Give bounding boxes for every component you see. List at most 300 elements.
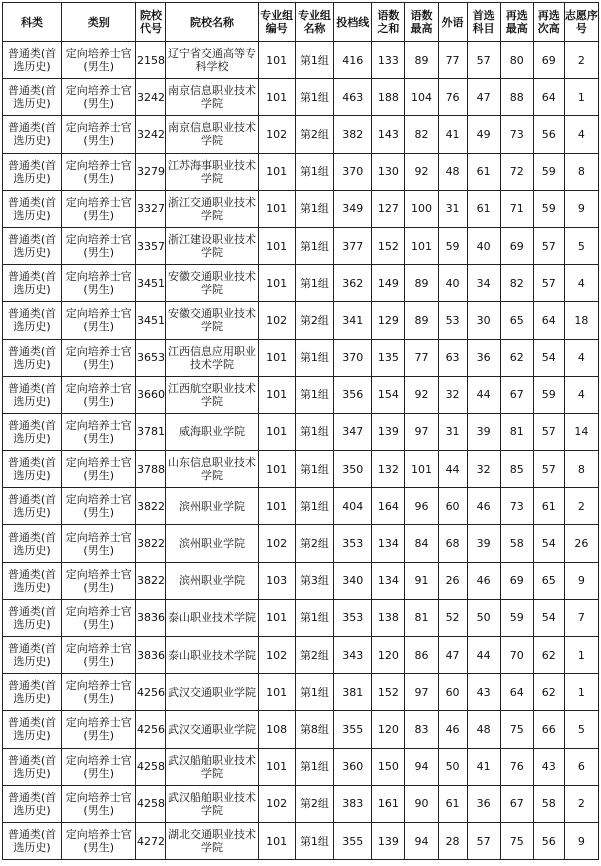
- table-cell: 133: [372, 42, 405, 79]
- table-cell: 普通类(首选历史): [3, 413, 62, 450]
- table-cell: 定向培养士官(男生): [61, 637, 136, 674]
- table-cell: 340: [334, 562, 372, 599]
- table-cell: 150: [372, 748, 405, 785]
- table-cell: 101: [258, 153, 295, 190]
- table-row: [3, 265, 599, 302]
- table-cell: 4258: [136, 748, 166, 785]
- table-cell: 89: [405, 42, 438, 79]
- table-cell: 第1组: [295, 822, 333, 859]
- table-body: [3, 42, 599, 860]
- table-row: [3, 748, 599, 785]
- table-cell: 101: [258, 822, 295, 859]
- table-cell: 普通类(首选历史): [3, 711, 62, 748]
- table-row: [3, 451, 599, 488]
- table-cell: 31: [438, 190, 467, 227]
- table-cell: 48: [438, 153, 467, 190]
- table-cell: 103: [258, 562, 295, 599]
- table-cell: 3279: [136, 153, 166, 190]
- table-cell: 88: [500, 79, 533, 116]
- table-cell: 6: [564, 748, 598, 785]
- table-cell: 41: [467, 748, 500, 785]
- table-cell: 26: [564, 525, 598, 562]
- table-cell: 102: [258, 116, 295, 153]
- table-cell: 353: [334, 599, 372, 636]
- table-cell: 59: [438, 227, 467, 264]
- table-cell: 102: [258, 785, 295, 822]
- table-cell: 5: [564, 711, 598, 748]
- table-cell: 61: [438, 785, 467, 822]
- table-cell: 66: [533, 711, 564, 748]
- table-cell: 77: [438, 42, 467, 79]
- table-cell: 152: [372, 674, 405, 711]
- table-cell: 56: [533, 822, 564, 859]
- table-cell: 3327: [136, 190, 166, 227]
- header-cell: 类别: [61, 3, 136, 42]
- table-cell: 3451: [136, 265, 166, 302]
- table-cell: 3653: [136, 339, 166, 376]
- table-cell: 普通类(首选历史): [3, 79, 62, 116]
- table-cell: 50: [438, 748, 467, 785]
- table-row: [3, 785, 599, 822]
- table-cell: 70: [500, 637, 533, 674]
- table-cell: 1: [564, 79, 598, 116]
- table-cell: 4: [564, 376, 598, 413]
- table-cell: 101: [258, 265, 295, 302]
- table-cell: 第1组: [295, 227, 333, 264]
- table-cell: 62: [533, 637, 564, 674]
- table-row: [3, 674, 599, 711]
- table-cell: 381: [334, 674, 372, 711]
- table-cell: 40: [438, 265, 467, 302]
- table-cell: 第1组: [295, 376, 333, 413]
- table-cell: 4: [564, 339, 598, 376]
- table-cell: 普通类(首选历史): [3, 451, 62, 488]
- table-cell: 2: [564, 785, 598, 822]
- table-cell: 安徽交通职业技术学院: [166, 302, 258, 339]
- table-cell: 91: [405, 562, 438, 599]
- table-cell: 92: [405, 153, 438, 190]
- table-row: [3, 599, 599, 636]
- table-cell: 65: [533, 562, 564, 599]
- table-cell: 武汉船舶职业技术学院: [166, 748, 258, 785]
- table-cell: 4256: [136, 674, 166, 711]
- table-cell: 第2组: [295, 785, 333, 822]
- table-cell: 普通类(首选历史): [3, 339, 62, 376]
- table-cell: 75: [500, 711, 533, 748]
- table-cell: 43: [533, 748, 564, 785]
- table-cell: 341: [334, 302, 372, 339]
- table-cell: 26: [438, 562, 467, 599]
- table-cell: 77: [405, 339, 438, 376]
- table-cell: 76: [500, 748, 533, 785]
- table-row: [3, 376, 599, 413]
- table-cell: 44: [438, 451, 467, 488]
- table-cell: 104: [405, 79, 438, 116]
- table-cell: 普通类(首选历史): [3, 822, 62, 859]
- table-cell: 101: [405, 227, 438, 264]
- table-cell: 59: [533, 153, 564, 190]
- table-cell: 154: [372, 376, 405, 413]
- table-cell: 滨州职业学院: [166, 562, 258, 599]
- table-cell: 湖北交通职业技术学院: [166, 822, 258, 859]
- table-cell: 定向培养士官(男生): [61, 599, 136, 636]
- table-cell: 101: [258, 190, 295, 227]
- table-cell: 44: [467, 376, 500, 413]
- table-cell: 59: [533, 376, 564, 413]
- table-cell: 定向培养士官(男生): [61, 525, 136, 562]
- table-cell: 62: [500, 339, 533, 376]
- table-cell: 49: [467, 116, 500, 153]
- table-cell: 102: [258, 302, 295, 339]
- table-row: [3, 79, 599, 116]
- table-cell: 第1组: [295, 339, 333, 376]
- table-cell: 3451: [136, 302, 166, 339]
- table-cell: 定向培养士官(男生): [61, 376, 136, 413]
- table-cell: 40: [467, 227, 500, 264]
- table-cell: 61: [467, 153, 500, 190]
- table-cell: 2: [564, 42, 598, 79]
- table-row: [3, 190, 599, 227]
- header-cell: 志愿序号: [564, 3, 598, 42]
- table-cell: 76: [438, 79, 467, 116]
- table-cell: 101: [258, 227, 295, 264]
- table-cell: 山东信息职业技术学院: [166, 451, 258, 488]
- table-cell: 149: [372, 265, 405, 302]
- table-cell: 101: [258, 42, 295, 79]
- table-cell: 第8组: [295, 711, 333, 748]
- table-cell: 47: [467, 79, 500, 116]
- table-cell: 泰山职业技术学院: [166, 599, 258, 636]
- table-row: [3, 822, 599, 859]
- table-cell: 81: [405, 599, 438, 636]
- table-cell: 134: [372, 525, 405, 562]
- table-cell: 97: [405, 674, 438, 711]
- table-cell: 100: [405, 190, 438, 227]
- table-row: [3, 562, 599, 599]
- table-cell: 89: [405, 265, 438, 302]
- table-cell: 44: [467, 637, 500, 674]
- table-cell: 2158: [136, 42, 166, 79]
- table-cell: 普通类(首选历史): [3, 674, 62, 711]
- table-cell: 47: [438, 637, 467, 674]
- table-cell: 39: [467, 525, 500, 562]
- table-cell: 349: [334, 190, 372, 227]
- table-cell: 101: [258, 451, 295, 488]
- table-cell: 威海职业学院: [166, 413, 258, 450]
- table-cell: 第2组: [295, 116, 333, 153]
- table-cell: 377: [334, 227, 372, 264]
- table-cell: 30: [467, 302, 500, 339]
- table-cell: 46: [467, 488, 500, 525]
- table-cell: 1: [564, 674, 598, 711]
- table-cell: 60: [438, 674, 467, 711]
- table-cell: 80: [500, 42, 533, 79]
- table-cell: 32: [467, 451, 500, 488]
- table-row: [3, 227, 599, 264]
- table-cell: 71: [500, 190, 533, 227]
- table-cell: 3822: [136, 562, 166, 599]
- table-cell: 101: [258, 674, 295, 711]
- table-cell: 383: [334, 785, 372, 822]
- table-cell: 43: [467, 674, 500, 711]
- table-cell: 普通类(首选历史): [3, 376, 62, 413]
- table-cell: 定向培养士官(男生): [61, 79, 136, 116]
- table-cell: 63: [438, 339, 467, 376]
- table-cell: 54: [533, 339, 564, 376]
- table-cell: 定向培养士官(男生): [61, 413, 136, 450]
- table-cell: 84: [405, 525, 438, 562]
- table-cell: 滨州职业学院: [166, 525, 258, 562]
- header-cell: 院校代号: [136, 3, 166, 42]
- table-cell: 97: [405, 413, 438, 450]
- header-cell: 再选次高: [533, 3, 564, 42]
- table-cell: 第2组: [295, 525, 333, 562]
- table-cell: 69: [533, 42, 564, 79]
- table-cell: 第1组: [295, 748, 333, 785]
- table-cell: 81: [500, 413, 533, 450]
- table-cell: 65: [500, 302, 533, 339]
- header-row: [3, 3, 599, 42]
- table-cell: 定向培养士官(男生): [61, 302, 136, 339]
- table-cell: 3822: [136, 488, 166, 525]
- table-cell: 86: [405, 637, 438, 674]
- table-cell: 69: [500, 227, 533, 264]
- table-cell: 41: [438, 116, 467, 153]
- table-cell: 57: [533, 413, 564, 450]
- table-cell: 57: [533, 265, 564, 302]
- table-cell: 江西航空职业技术学院: [166, 376, 258, 413]
- table-cell: 武汉交通职业学院: [166, 711, 258, 748]
- table-cell: 90: [405, 785, 438, 822]
- table-cell: 普通类(首选历史): [3, 525, 62, 562]
- table-cell: 普通类(首选历史): [3, 562, 62, 599]
- table-cell: 46: [438, 711, 467, 748]
- table-cell: 60: [438, 488, 467, 525]
- table-row: [3, 153, 599, 190]
- admission-table: [2, 2, 599, 860]
- table-cell: 7: [564, 599, 598, 636]
- table-cell: 普通类(首选历史): [3, 488, 62, 525]
- table-cell: 138: [372, 599, 405, 636]
- table-cell: 101: [258, 79, 295, 116]
- table-cell: 8: [564, 153, 598, 190]
- table-cell: 第1组: [295, 42, 333, 79]
- table-cell: 普通类(首选历史): [3, 785, 62, 822]
- table-cell: 普通类(首选历史): [3, 637, 62, 674]
- table-cell: 127: [372, 190, 405, 227]
- table-cell: 江苏海事职业技术学院: [166, 153, 258, 190]
- table-cell: 353: [334, 525, 372, 562]
- table-row: [3, 711, 599, 748]
- table-cell: 第2组: [295, 302, 333, 339]
- table-cell: 3357: [136, 227, 166, 264]
- table-cell: 73: [500, 488, 533, 525]
- table-cell: 101: [258, 748, 295, 785]
- table-cell: 370: [334, 153, 372, 190]
- table-cell: 定向培养士官(男生): [61, 227, 136, 264]
- table-cell: 4272: [136, 822, 166, 859]
- table-cell: 36: [467, 339, 500, 376]
- table-cell: 356: [334, 376, 372, 413]
- table-cell: 定向培养士官(男生): [61, 42, 136, 79]
- table-cell: 54: [533, 599, 564, 636]
- table-cell: 120: [372, 637, 405, 674]
- table-cell: 161: [372, 785, 405, 822]
- header-cell: 再选最高: [500, 3, 533, 42]
- table-cell: 58: [533, 785, 564, 822]
- table-cell: 360: [334, 748, 372, 785]
- table-cell: 134: [372, 562, 405, 599]
- table-cell: 67: [500, 376, 533, 413]
- table-cell: 101: [258, 599, 295, 636]
- table-cell: 定向培养士官(男生): [61, 153, 136, 190]
- table-cell: 92: [405, 376, 438, 413]
- table-cell: 安徽交通职业技术学院: [166, 265, 258, 302]
- table-cell: 129: [372, 302, 405, 339]
- table-cell: 61: [467, 190, 500, 227]
- table-cell: 9: [564, 190, 598, 227]
- table-cell: 第1组: [295, 488, 333, 525]
- table-cell: 96: [405, 488, 438, 525]
- table-cell: 64: [533, 79, 564, 116]
- table-cell: 定向培养士官(男生): [61, 488, 136, 525]
- table-cell: 69: [500, 562, 533, 599]
- table-cell: 泰山职业技术学院: [166, 637, 258, 674]
- table-cell: 普通类(首选历史): [3, 153, 62, 190]
- table-cell: 370: [334, 339, 372, 376]
- table-cell: 5: [564, 227, 598, 264]
- table-cell: 120: [372, 711, 405, 748]
- table-cell: 83: [405, 711, 438, 748]
- table-cell: 57: [533, 451, 564, 488]
- table-cell: 定向培养士官(男生): [61, 785, 136, 822]
- table-cell: 39: [467, 413, 500, 450]
- table-cell: 53: [438, 302, 467, 339]
- table-cell: 定向培养士官(男生): [61, 711, 136, 748]
- table-cell: 1: [564, 637, 598, 674]
- table-cell: 108: [258, 711, 295, 748]
- table-cell: 164: [372, 488, 405, 525]
- table-cell: 第2组: [295, 637, 333, 674]
- table-cell: 定向培养士官(男生): [61, 116, 136, 153]
- table-cell: 武汉船舶职业技术学院: [166, 785, 258, 822]
- header-cell: 语数最高: [405, 3, 438, 42]
- header-cell: 首选科目: [467, 3, 500, 42]
- table-cell: 82: [405, 116, 438, 153]
- table-cell: 第3组: [295, 562, 333, 599]
- table-cell: 404: [334, 488, 372, 525]
- table-cell: 102: [258, 637, 295, 674]
- table-cell: 3822: [136, 525, 166, 562]
- table-cell: 3660: [136, 376, 166, 413]
- table-cell: 101: [258, 413, 295, 450]
- table-cell: 463: [334, 79, 372, 116]
- header-cell: 外语: [438, 3, 467, 42]
- table-cell: 南京信息职业技术学院: [166, 116, 258, 153]
- table-row: [3, 488, 599, 525]
- table-cell: 第1组: [295, 674, 333, 711]
- table-cell: 江西信息应用职业技术学院: [166, 339, 258, 376]
- table-cell: 61: [533, 488, 564, 525]
- table-cell: 2: [564, 488, 598, 525]
- table-cell: 48: [467, 711, 500, 748]
- table-cell: 73: [500, 116, 533, 153]
- table-cell: 101: [405, 451, 438, 488]
- table-cell: 浙江交通职业技术学院: [166, 190, 258, 227]
- table-cell: 57: [533, 227, 564, 264]
- header-cell: 专业组编号: [258, 3, 295, 42]
- table-cell: 82: [500, 265, 533, 302]
- header-cell: 科类: [3, 3, 62, 42]
- table-cell: 普通类(首选历史): [3, 227, 62, 264]
- table-cell: 139: [372, 822, 405, 859]
- table-cell: 50: [467, 599, 500, 636]
- table-row: [3, 339, 599, 376]
- table-cell: 第1组: [295, 599, 333, 636]
- table-cell: 3836: [136, 637, 166, 674]
- table-cell: 普通类(首选历史): [3, 42, 62, 79]
- table-cell: 350: [334, 451, 372, 488]
- table-row: [3, 525, 599, 562]
- table-cell: 4: [564, 265, 598, 302]
- table-cell: 130: [372, 153, 405, 190]
- table-cell: 143: [372, 116, 405, 153]
- table-cell: 普通类(首选历史): [3, 302, 62, 339]
- table-cell: 滨州职业学院: [166, 488, 258, 525]
- table-cell: 56: [533, 116, 564, 153]
- header-cell: 语数之和: [372, 3, 405, 42]
- header-cell: 专业组名称: [295, 3, 333, 42]
- table-cell: 普通类(首选历史): [3, 748, 62, 785]
- table-cell: 第1组: [295, 190, 333, 227]
- table-cell: 85: [500, 451, 533, 488]
- table-cell: 101: [258, 376, 295, 413]
- table-cell: 28: [438, 822, 467, 859]
- header-cell: 投档线: [334, 3, 372, 42]
- table-cell: 定向培养士官(男生): [61, 451, 136, 488]
- table-cell: 58: [500, 525, 533, 562]
- table-cell: 75: [500, 822, 533, 859]
- table-cell: 普通类(首选历史): [3, 599, 62, 636]
- table-cell: 32: [438, 376, 467, 413]
- table-cell: 102: [258, 525, 295, 562]
- table-cell: 31: [438, 413, 467, 450]
- table-cell: 4: [564, 116, 598, 153]
- table-cell: 4258: [136, 785, 166, 822]
- table-cell: 355: [334, 822, 372, 859]
- table-cell: 第1组: [295, 265, 333, 302]
- table-cell: 68: [438, 525, 467, 562]
- table-cell: 定向培养士官(男生): [61, 674, 136, 711]
- table-cell: 132: [372, 451, 405, 488]
- table-cell: 第1组: [295, 451, 333, 488]
- table-cell: 64: [533, 302, 564, 339]
- table-cell: 第1组: [295, 413, 333, 450]
- table-row: [3, 302, 599, 339]
- table-row: [3, 413, 599, 450]
- table-cell: 普通类(首选历史): [3, 265, 62, 302]
- table-cell: 3242: [136, 79, 166, 116]
- table-row: [3, 42, 599, 79]
- table-cell: 第1组: [295, 79, 333, 116]
- table-cell: 362: [334, 265, 372, 302]
- table-cell: 59: [533, 190, 564, 227]
- table-cell: 347: [334, 413, 372, 450]
- table-cell: 46: [467, 562, 500, 599]
- table-cell: 8: [564, 451, 598, 488]
- table-cell: 382: [334, 116, 372, 153]
- table-cell: 9: [564, 822, 598, 859]
